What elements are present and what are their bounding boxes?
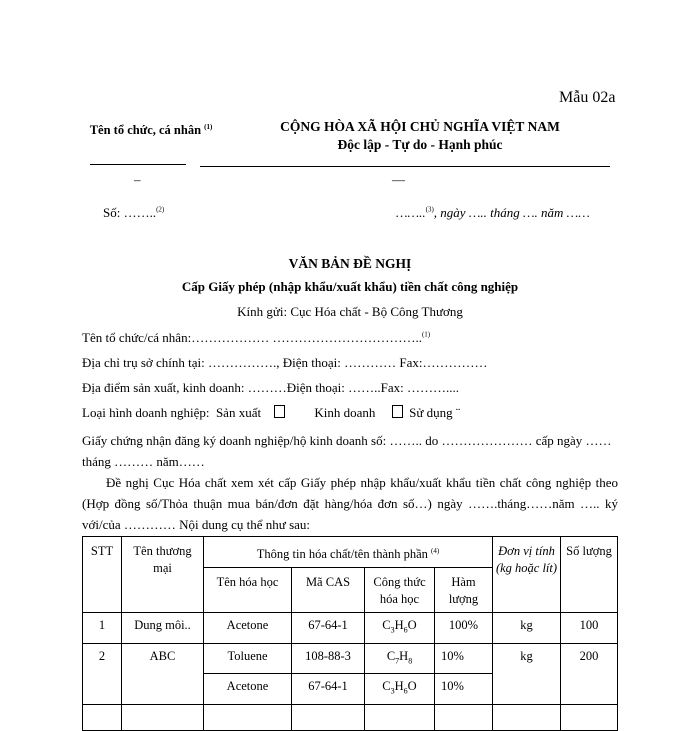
cell-quantity: 200 bbox=[561, 643, 618, 704]
cell-stt: 1 bbox=[83, 613, 122, 644]
cell-formula: $C_3H_6O$ bbox=[365, 674, 435, 705]
header-quantity: Số lượng bbox=[561, 537, 618, 613]
production-checkbox[interactable] bbox=[274, 405, 285, 418]
table-header-row bbox=[83, 537, 618, 568]
business-type-trading: Kinh doanh bbox=[314, 405, 376, 420]
header-unit-note: (kg hoặc lít) bbox=[495, 561, 558, 575]
usage-mark: ¨ bbox=[455, 405, 461, 420]
org-divider bbox=[90, 164, 186, 165]
national-motto: Độc lập - Tự do - Hạnh phúc bbox=[337, 137, 503, 152]
document-title: VĂN BẢN ĐỀ NGHỊ bbox=[288, 256, 412, 271]
field-production-site: Địa điểm sản xuất, kinh doanh: ………Điện thoại: ……..Fax: ……….... bbox=[82, 380, 459, 395]
cell-content: 100% bbox=[435, 613, 493, 644]
header-unit bbox=[493, 537, 561, 613]
cell-empty bbox=[292, 704, 365, 730]
place-note: (3) bbox=[425, 205, 434, 214]
cell-quantity: 100 bbox=[561, 613, 618, 644]
field-business-type bbox=[82, 405, 460, 421]
motto-divider bbox=[200, 166, 610, 167]
recipient: Kính gửi: Cục Hóa chất - Bộ Công Thương bbox=[237, 304, 463, 319]
cell-chem-name: Acetone bbox=[204, 674, 292, 705]
cell-formula: $C_3H_6O$ bbox=[365, 613, 435, 644]
header-cas: Mã CAS bbox=[292, 568, 365, 613]
org-name-heading bbox=[84, 118, 218, 139]
org-name-note: (1) bbox=[204, 123, 213, 131]
field-org-name-note: (1) bbox=[421, 330, 431, 339]
cell-trade-name: Dung môi.. bbox=[122, 613, 204, 644]
cell-chem-name: Toluene bbox=[204, 643, 292, 674]
header-formula: Công thức hóa học bbox=[365, 568, 435, 613]
cell-empty bbox=[122, 704, 204, 730]
cell-empty bbox=[365, 704, 435, 730]
form-code: Mẫu 02a bbox=[559, 89, 616, 106]
request-paragraph: Đề nghị Cục Hóa chất xem xét cấp Giấy phép nhập khẩu/xuất khẩu tiền chất công nghiệp theo (Hợp đồng số/Thỏa thuận mua bán/đơn đặt hàng/hóa đơn số…) ngày …….tháng……năm ….. ký với/của ………… Nội dung cụ thể như sau: bbox=[82, 475, 618, 532]
national-heading bbox=[220, 118, 620, 154]
place-date bbox=[396, 205, 590, 221]
header-content: Hàm lượng bbox=[435, 568, 493, 613]
document-subtitle: Cấp Giấy phép (nhập khẩu/xuất khẩu) tiền chất công nghiệp bbox=[181, 279, 519, 294]
cell-empty bbox=[83, 704, 122, 730]
header-chem-name: Tên hóa học bbox=[204, 568, 292, 613]
table-row bbox=[83, 704, 618, 730]
document-number-text: Số: …….. bbox=[103, 205, 157, 220]
chemical-table bbox=[82, 536, 618, 731]
cell-empty bbox=[493, 704, 561, 730]
field-org-name bbox=[82, 330, 430, 346]
cell-formula: $C_7H_8$ bbox=[365, 643, 435, 674]
cell-unit: kg bbox=[493, 613, 561, 644]
field-registration-text: Giấy chứng nhận đăng ký doanh nghiệp/hộ kinh doanh số: …….. do ………………… cấp ngày …… tháng ……… năm…… bbox=[82, 433, 612, 469]
field-address: Địa chỉ trụ sở chính tại: ……………., Điện thoại: ………… Fax:…………… bbox=[82, 355, 488, 370]
header-chem-info-note: (4) bbox=[431, 547, 440, 555]
business-type-production: Sản xuất bbox=[215, 405, 262, 420]
business-type-usage: Sử dụng bbox=[409, 405, 453, 420]
cell-trade-name: ABC bbox=[122, 643, 204, 704]
business-type-label: Loại hình doanh nghiệp: bbox=[82, 405, 210, 420]
org-dash: – bbox=[134, 172, 141, 187]
cell-empty bbox=[561, 704, 618, 730]
cell-cas: 67-64-1 bbox=[292, 613, 365, 644]
motto-dash: — bbox=[392, 172, 405, 187]
cell-cas: 67-64-1 bbox=[292, 674, 365, 705]
table-row bbox=[83, 613, 618, 644]
document-number bbox=[103, 205, 164, 221]
trading-checkbox[interactable] bbox=[392, 405, 403, 418]
place-text: …….. bbox=[396, 205, 426, 220]
header-stt: STT bbox=[83, 537, 122, 613]
cell-content: 10% bbox=[435, 674, 493, 705]
cell-empty bbox=[435, 704, 493, 730]
org-name-text: Tên tổ chức, cá nhân bbox=[89, 123, 202, 138]
cell-empty bbox=[204, 704, 292, 730]
cell-unit: kg bbox=[493, 643, 561, 704]
date-text: , ngày ….. tháng …. năm …… bbox=[433, 205, 590, 220]
header-unit-text: Đơn vị tính bbox=[498, 544, 555, 558]
table-row bbox=[83, 643, 618, 674]
header-trade-name: Tên thương mại bbox=[122, 537, 204, 613]
cell-chem-name: Acetone bbox=[204, 613, 292, 644]
cell-cas: 108-88-3 bbox=[292, 643, 365, 674]
field-org-name-text: Tên tổ chức/cá nhân:……………… …………………………….. bbox=[82, 330, 422, 345]
header-chem-info bbox=[204, 537, 493, 568]
cell-stt: 2 bbox=[83, 643, 122, 704]
field-registration bbox=[82, 430, 618, 472]
republic-name: CỘNG HÒA XÃ HỘI CHỦ NGHĨA VIỆT NAM bbox=[280, 119, 560, 134]
document-number-note: (2) bbox=[156, 205, 165, 214]
cell-content: 10% bbox=[435, 643, 493, 674]
header-chem-info-text: Thông tin hóa chất/tên thành phần bbox=[256, 547, 428, 562]
